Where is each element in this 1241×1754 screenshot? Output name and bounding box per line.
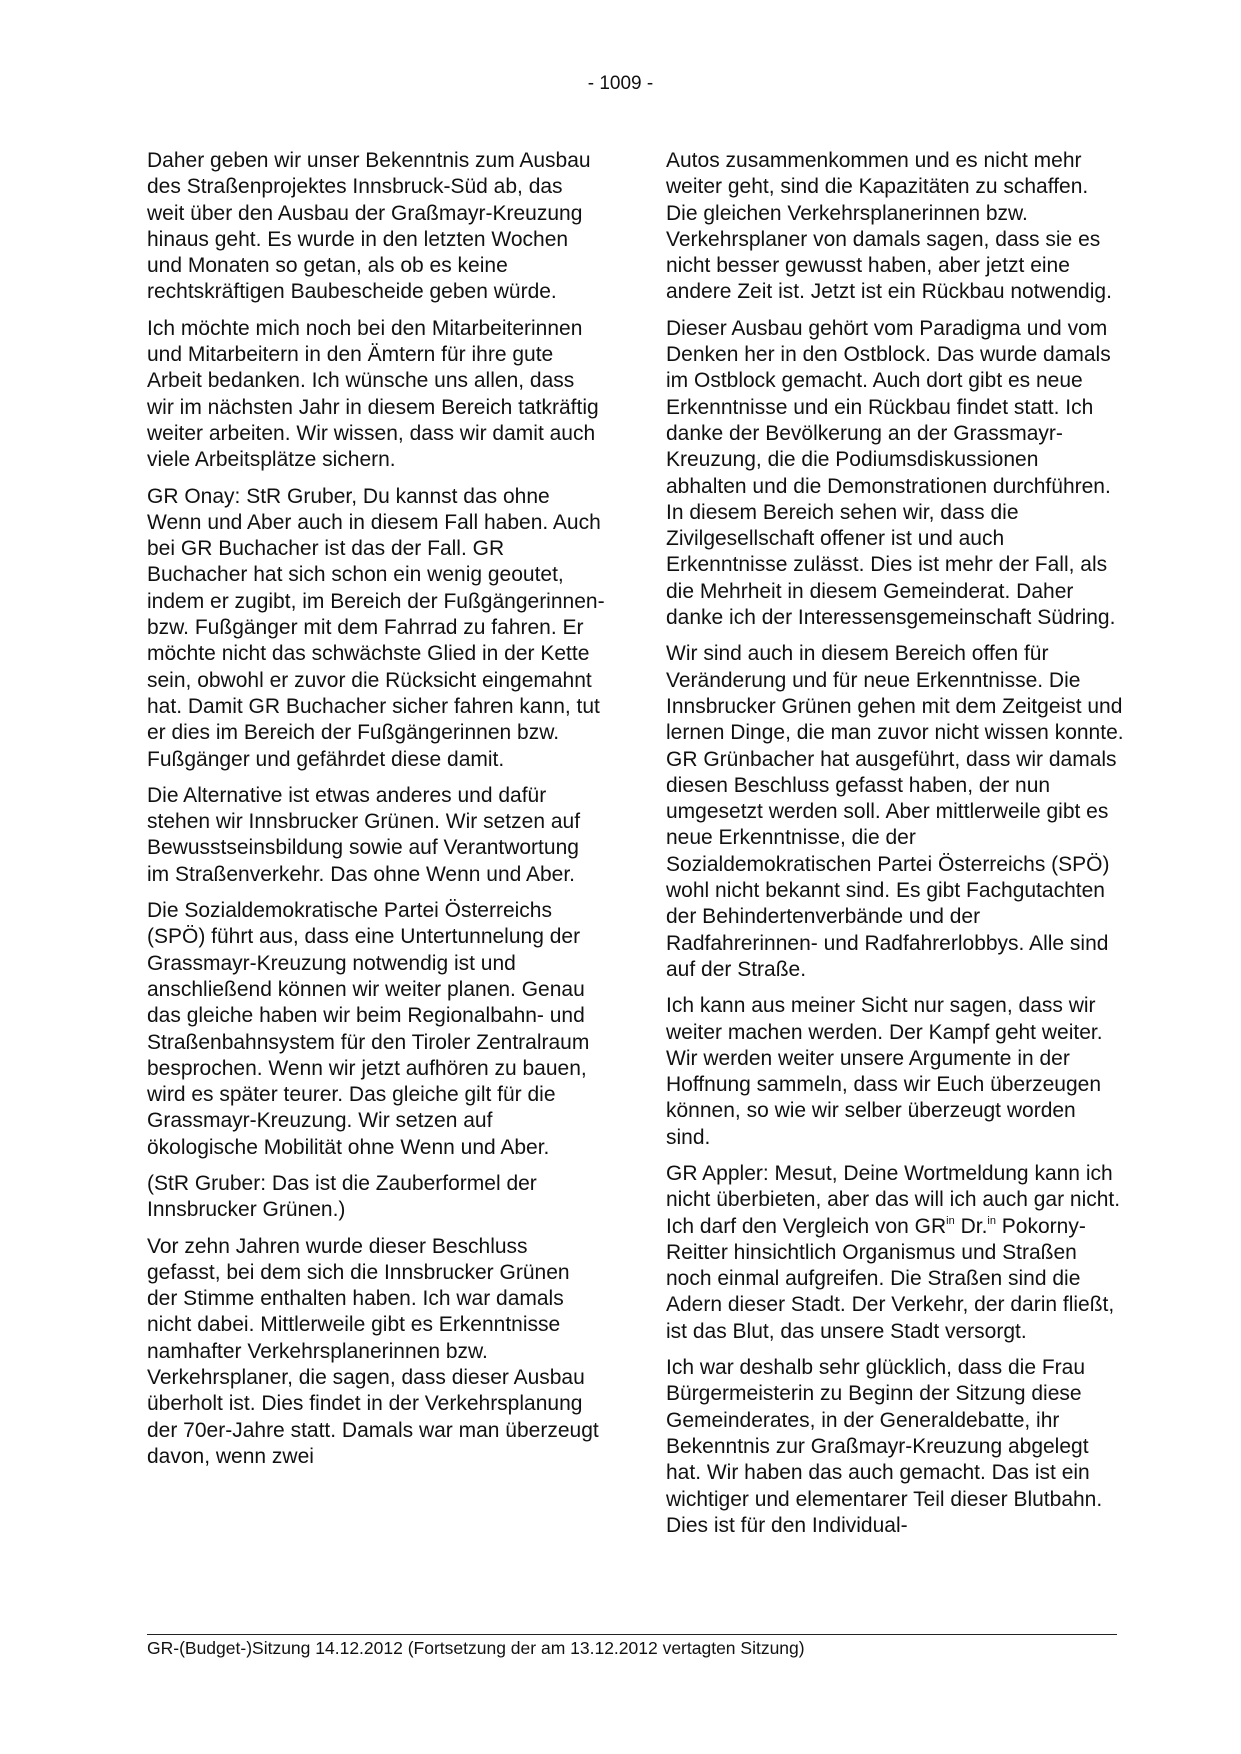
paragraph: Ich kann aus meiner Sicht nur sagen, dass wir weiter machen werden. Der Kampf geht weiter. Wir werden weiter unsere Argumente in der Hoffnung sammeln, dass wir Euch überzeugen können, so wie wir selber überzeugt worden sind. [666,994,1103,1149]
superscript: in [946,1214,955,1227]
paragraph: Die Sozialdemokratische Partei Österreichs (SPÖ) führt aus, dass eine Untertunnelung der Grassmayr-Kreuzung notwendig ist und anschließend können wir weiter planen. Genau das gleiche haben wir beim Regionalbahn- und Straßenbahnsystem für den Tiroler Zentralraum besprochen. Wenn wir jetzt aufhören zu bauen, wird es später teurer. Das gleiche gilt für die Grassmayr-Kreuzung. Wir setzen auf ökologische Mobilität ohne Wenn und Aber. [147,899,590,1159]
footer-divider [147,1634,1117,1635]
footer-text: GR-(Budget-)Sitzung 14.12.2012 (Fortsetzung der am 13.12.2012 vertagten Sitzung) [147,1638,805,1658]
text-run: Pokorny-Reitter hinsichtlich Organismus und Straßen noch einmal aufgreifen. Die Straßen sind die Adern dieser Stadt. Der Verkehr, der darin fließt, ist das Blut, das unsere Stadt versorgt. [666,1214,1115,1343]
paragraph: Vor zehn Jahren wurde dieser Beschluss gefasst, bei dem sich die Innsbrucker Grünen der Stimme enthalten haben. Ich war damals nicht dabei. Mittlerweile gibt es Erkenntnisse namhafter Verkehrsplanerinnen bzw. Verkehrsplaner, die sagen, dass dieser Ausbau überholt ist. Dies findet in der Verkehrsplanung der 70er-Jahre statt. Damals war man überzeugt davon, wenn zwei [147,1234,599,1468]
paragraph: GR Onay: StR Gruber, Du kannst das ohne Wenn und Aber auch in diesem Fall haben. Auch bei GR Buchacher ist das der Fall. GR Buchacher hat sich schon ein wenig geoutet, indem er zugibt, im Bereich der Fußgängerinnen- bzw. Fußgänger mit dem Fahrrad zu fahren. Er möchte nicht das schwächste Glied in der Kette sein, obwohl er zuvor die Rücksicht eingemahnt hat. Damit GR Buchacher sicher fahren kann, tut er dies im Bereich der Fußgängerinnen bzw. Fußgänger und gefährdet diese damit. [147,484,605,771]
paragraph: Die Alternative ist etwas anderes und dafür stehen wir Innsbrucker Grünen. Wir setzen auf Bewusstseinsbildung sowie auf Verantwortung im Straßenverkehr. Das ohne Wenn und Aber. [147,783,581,886]
paragraph: Dieser Ausbau gehört vom Paradigma und vom Denken her in den Ostblock. Das wurde damals im Ostblock gemacht. Auch dort gibt es neue Erkenntnisse und ein Rückbau findet statt. Ich danke der Bevölkerung an der Grassmayr-Kreuzung, die die Podiumsdiskussionen abhalten und die Demonstrationen durchführen. In diesem Bereich sehen wir, dass die Zivilgesellschaft offener ist und auch Erkenntnisse zulässt. Dies ist mehr der Fall, als die Mehrheit in diesem Gemeinderat. Daher danke ich der Interessensgemeinschaft Südring. [666,316,1116,630]
paragraph: Ich möchte mich noch bei den Mitarbeiterinnen und Mitarbeitern in den Ämtern für ihre gute Arbeit bedanken. Ich wünsche uns allen, dass wir im nächsten Jahr in diesem Bereich tatkräftig weiter arbeiten. Wir wissen, dass wir damit auch viele Arbeitsplätze sichern. [147,316,599,472]
paragraph: Daher geben wir unser Bekenntnis zum Ausbau des Straßenprojektes Innsbruck-Süd ab, das weit über den Ausbau der Graßmayr-Kreuzung hinaus geht. Es wurde in den letzten Wochen und Monaten so getan, als ob es keine rechtskräftigen Baubescheide geben würde. [147,149,591,304]
paragraph: Autos zusammenkommen und es nicht mehr weiter geht, sind die Kapazitäten zu schaffen. Die gleichen Verkehrsplanerinnen bzw. Verkehrsplaner von damals sagen, dass sie es nicht besser gewusst haben, aber jetzt eine andere Zeit ist. Jetzt ist ein Rückbau notwendig. [666,149,1112,304]
paragraph-appler [666,1161,1124,1345]
page-number: - 1009 - [587,73,654,94]
paragraph: Wir sind auch in diesem Bereich offen für Veränderung und für neue Erkenntnisse. Die Innsbrucker Grünen gehen mit dem Zeitgeist und lernen Dinge, die man zuvor nicht wissen konnte. GR Grünbacher hat ausgeführt, dass wir damals diesen Beschluss gefasst haben, der nun umgesetzt werden soll. Aber mittlerweile gibt es neue Erkenntnisse, die der Sozialdemokratischen Partei Österreichs (SPÖ) wohl nicht bekannt sind. Es gibt Fachgutachten der Behindertenverbände und der Radfahrerinnen- und Radfahrerlobbys. Alle sind auf der Straße. [666,642,1124,981]
text-run: Dr. [954,1214,988,1238]
left-column [147,148,605,1480]
right-column [666,148,1124,1549]
paragraph: Ich war deshalb sehr glücklich, dass die Frau Bürgermeisterin zu Beginn der Sitzung diese Gemeinderates, in der Generaldebatte, ihr Bekenntnis zur Graßmayr-Kreuzung abgelegt hat. Wir haben das auch gemacht. Das ist ein wichtiger und elementarer Teil dieser Blutbahn. Dies ist für den Individual- [666,1356,1103,1537]
text-run: GR Appler: Mesut, Deine Wortmeldung kann ich nicht überbieten, aber das will ich auch gar nicht. Ich darf den Vergleich von GR [666,1161,1121,1238]
superscript: in [987,1214,996,1227]
interjection: (StR Gruber: Das ist die Zauberformel der Innsbrucker Grünen.) [147,1171,537,1222]
